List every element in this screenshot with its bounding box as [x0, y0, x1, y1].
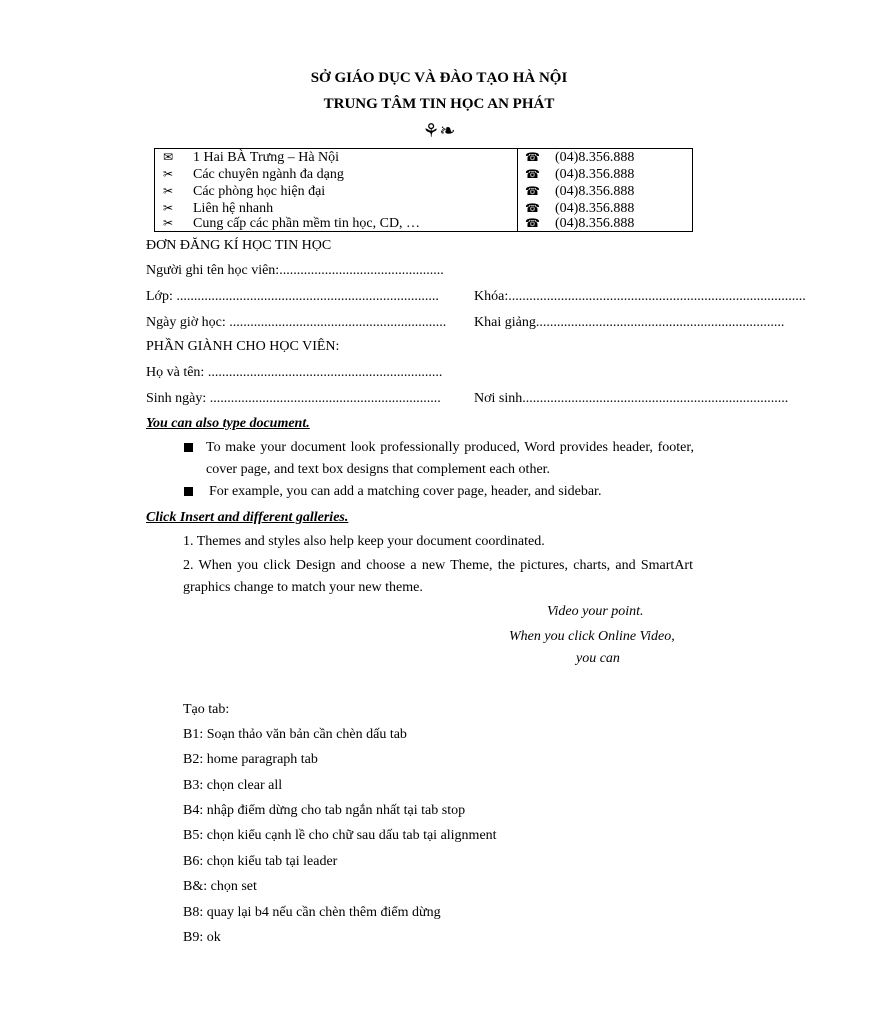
- contact-phone: (04)8.356.888: [555, 167, 635, 182]
- contact-table: [154, 148, 693, 232]
- phone-icon: ☎: [525, 184, 540, 198]
- bullet-item: [184, 437, 694, 481]
- contact-row: [155, 183, 692, 200]
- phone-icon: ☎: [525, 167, 540, 181]
- step-item: B2: home paragraph tab: [183, 752, 318, 767]
- scissors-icon: ✂: [163, 201, 174, 215]
- step-item: B3: chọn clear all: [183, 778, 283, 793]
- contact-text: Liên hệ nhanh: [193, 201, 274, 216]
- contact-text: Các chuyên ngành đa dạng: [193, 167, 344, 182]
- birth-date-field: Sinh ngày: ..................................................................: [146, 391, 441, 406]
- numbered-item: 2. When you click Design and choose a new Theme, the pictures, charts, and SmartArt graphics change to match your new theme.: [183, 558, 693, 595]
- envelope-icon: ✉: [163, 150, 174, 164]
- contact-text: Cung cấp các phần mềm tin học, CD, …: [193, 216, 421, 231]
- contact-phone: (04)8.356.888: [555, 201, 635, 216]
- full-name-field: Họ và tên: ...................................................................: [146, 365, 443, 380]
- step-item: B4: nhập điểm dừng cho tab ngắn nhất tại tab stop: [183, 803, 466, 818]
- contact-row: [155, 215, 692, 232]
- birthplace-field: Nơi sinh............................................................................: [474, 391, 789, 406]
- contact-phone: (04)8.356.888: [555, 184, 635, 199]
- quote-line: you can: [576, 651, 620, 666]
- bullet-square-icon: [184, 443, 193, 452]
- step-item: B6: chọn kiểu tab tại leader: [183, 854, 338, 869]
- step-item: B5: chọn kiểu cạnh lề cho chữ sau dấu tab tại alignment: [183, 828, 497, 843]
- step-item: B&: chọn set: [183, 879, 257, 894]
- bullet-text: To make your document look professionally produced, Word provides header, footer, cover page, and text box designs that complement each other.: [206, 440, 694, 477]
- step-item: B9: ok: [183, 930, 221, 945]
- student-section-title: PHẦN GIÀNH CHO HỌC VIÊN:: [146, 339, 340, 354]
- bullet-square-icon: [184, 487, 193, 496]
- contact-phone: (04)8.356.888: [555, 216, 635, 231]
- section-heading: Click Insert and different galleries.: [146, 510, 349, 525]
- phone-icon: ☎: [525, 216, 540, 230]
- section-heading: You can also type document.: [146, 416, 310, 431]
- ornament-icon: ⚘❧: [422, 121, 456, 142]
- center-title: TRUNG TÂM TIN HỌC AN PHÁT: [323, 96, 555, 112]
- numbered-item: 1. Themes and styles also help keep your document coordinated.: [183, 534, 545, 549]
- contact-text: 1 Hai BÀ Trưng – Hà Nội: [193, 150, 340, 165]
- course-field: Khóa:.....................................................................................: [474, 289, 806, 304]
- start-date-field: Khai giảng.......................................................................: [474, 315, 785, 330]
- form-title: ĐƠN ĐĂNG KÍ HỌC TIN HỌC: [146, 238, 332, 253]
- contact-row: [155, 149, 692, 166]
- class-field: Lớp: ...........................................................................: [146, 289, 439, 304]
- contact-text: Các phòng học hiện đại: [193, 184, 326, 199]
- org-title: SỞ GIÁO DỤC VÀ ĐÀO TẠO HÀ NỘI: [310, 70, 568, 86]
- bullet-text: For example, you can add a matching cover page, header, and sidebar.: [209, 484, 602, 499]
- step-item: B1: Soạn thảo văn bản cần chèn dấu tab: [183, 727, 407, 742]
- contact-phone: (04)8.356.888: [555, 150, 635, 165]
- quote-line: Video your point.: [547, 604, 644, 619]
- step-item: B8: quay lại b4 nếu cần chèn thêm điểm dừng: [183, 905, 441, 920]
- quote-line: When you click Online Video,: [509, 629, 675, 644]
- phone-icon: ☎: [525, 150, 540, 164]
- contact-row: [155, 166, 692, 183]
- registrant-field: Người ghi tên học viên:...............................................: [146, 263, 444, 278]
- steps-title: Tạo tab:: [183, 702, 230, 717]
- bullet-item: [184, 481, 694, 503]
- scissors-icon: ✂: [163, 216, 174, 230]
- scissors-icon: ✂: [163, 184, 174, 198]
- scissors-icon: ✂: [163, 167, 174, 181]
- phone-icon: ☎: [525, 201, 540, 215]
- schedule-field: Ngày giờ học: ..............................................................: [146, 315, 447, 330]
